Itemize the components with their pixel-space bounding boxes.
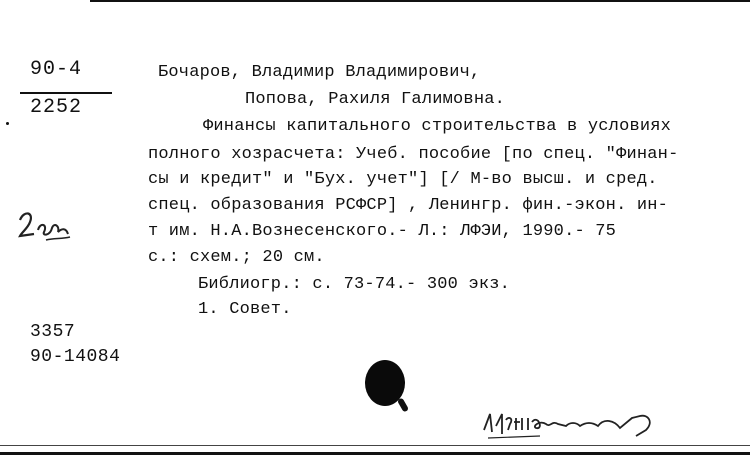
handwritten-copies-text: 2 экз — [16, 206, 20, 207]
call-number-divider — [20, 92, 112, 94]
coauthor-line: Попова, Рахиля Галимовна. — [245, 90, 506, 109]
title-line-3: сы и кредит" и "Бух. учет"] [/ М-во высш. и сред. — [148, 170, 658, 189]
call-number-bottom: 2252 — [30, 96, 83, 119]
handwritten-copies-mark — [16, 206, 76, 246]
top-border — [90, 0, 750, 2]
hole-tail — [397, 397, 409, 412]
bottom-border — [0, 452, 750, 455]
title-line-5: т им. Н.А.Вознесенского.- Л.: ЛФЭИ, 1990.- 75 — [148, 222, 617, 241]
title-line-2: полного хозрасчета: Учеб. пособие [по спец. "Финан- — [148, 145, 679, 164]
accession-number-2: 90-14084 — [30, 347, 121, 367]
title-line-4: спец. образования РСФСР] , Ленингр. фин.-экон. ин- — [148, 196, 669, 215]
subject-line: 1. Совет. — [198, 300, 292, 319]
title-line-1: Финансы капитального строительства в условиях — [203, 117, 672, 136]
handwritten-footer-note — [480, 400, 680, 450]
accession-number-1: 3357 — [30, 322, 76, 342]
handwritten-footer-text: 14.VIII.90 ... — [480, 400, 489, 401]
collation-line: с.: схем.; 20 см. — [148, 248, 325, 267]
edge-dot — [6, 122, 9, 125]
notes-line: Библиогр.: с. 73-74.- 300 экз. — [198, 275, 511, 294]
author-line: Бочаров, Владимир Владимирович, — [158, 63, 481, 82]
call-number-top: 90-4 — [30, 58, 83, 81]
